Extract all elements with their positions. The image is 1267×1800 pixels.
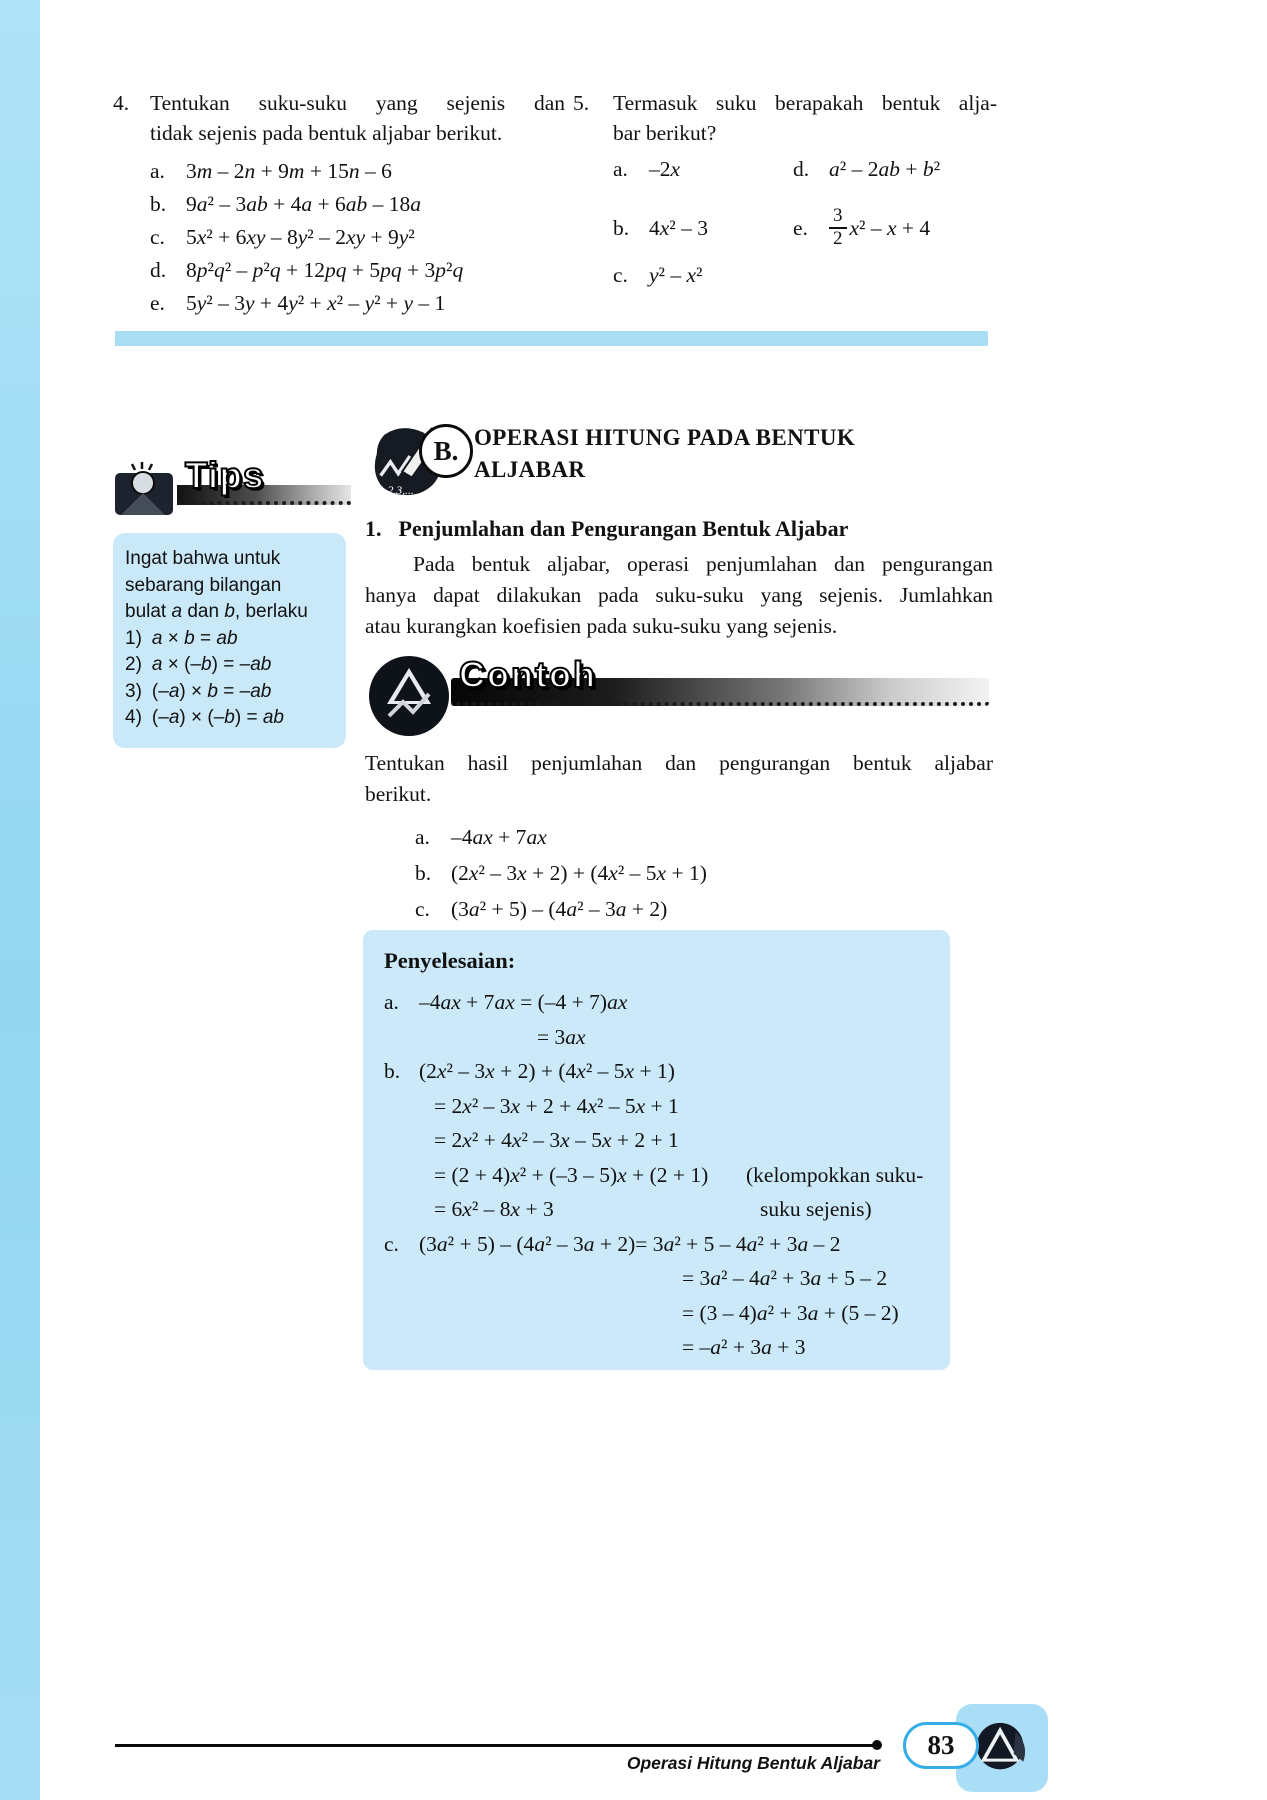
subsection-title: Penjumlahan dan Pengurangan Bentuk Aljabar (398, 516, 849, 541)
exercise-prompt (150, 88, 565, 148)
solution-line: = (3 – 4)a² + 3a + (5 – 2) (682, 1300, 899, 1325)
section-title-line: ALJABAR (474, 457, 586, 482)
tips-text-line: sebarang bilangan (125, 574, 282, 596)
paragraph-line: Pada bentuk aljabar, operasi penjumlahan dan pengurangan (413, 552, 993, 576)
emblem-graphic (970, 1717, 1034, 1779)
math-expression: (–a) × b = –ab (151, 680, 272, 702)
rule-number: 1) (125, 627, 142, 649)
exercise-5 (573, 88, 997, 287)
math-expression: a² – 2ab + b² (829, 157, 941, 181)
solution-line (434, 1158, 942, 1193)
item-label: a. (613, 157, 628, 181)
contoh-intro-line: berikut. (365, 782, 432, 806)
math-expression: a × (–b) = –ab (151, 654, 272, 675)
item-label: a. (384, 990, 399, 1014)
tips-rule (125, 679, 334, 706)
exercise-item (613, 200, 708, 256)
paragraph-line: atau kurangkan koefisien pada suku-suku yang sejenis. (365, 614, 838, 638)
solution-line (434, 1192, 942, 1227)
tips-rule (125, 626, 334, 653)
item-label: d. (793, 157, 810, 181)
page-number-badge (903, 1722, 979, 1769)
fraction-denominator: 2 (833, 228, 843, 249)
paragraph-line: hanya dapat dilakukan pada suku-suku yang sejenis. Jumlahkan (365, 583, 993, 607)
section-divider-bar (115, 331, 988, 346)
math-expression: 4x² – 3 (649, 216, 708, 240)
footer-caption: Operasi Hitung Bentuk Aljabar (626, 1753, 880, 1773)
subsection-heading (365, 516, 848, 542)
item-label: e. (150, 291, 165, 315)
tips-text: bulat (125, 601, 172, 622)
math-expression: 5y² – 3y + 4y² + x² – y² + y – 1 (186, 291, 446, 315)
tips-box (113, 533, 346, 748)
section-b-header (363, 410, 995, 506)
icon-caption: 1,2,3,... (378, 484, 414, 498)
exercise-item (793, 200, 930, 256)
fraction-numerator: 3 (829, 206, 847, 229)
section-title-line: OPERASI HITUNG PADA BENTUK (474, 425, 856, 450)
tips-text: dan (182, 601, 225, 622)
prompt-line: Tentukan suku-suku yang sejenis dan (150, 91, 565, 115)
exercise-number: 5. (573, 91, 590, 115)
exercise-item (793, 154, 940, 184)
item-label: c. (150, 225, 165, 249)
contoh-item (415, 819, 993, 855)
solution-line: = 3ax (537, 1024, 586, 1049)
math-expression: (2x² – 3x + 2) + (4x² – 5x + 1) (451, 861, 707, 885)
contoh-item (415, 891, 993, 927)
exercise-row (613, 200, 931, 256)
prompt-line: tidak sejenis pada bentuk aljabar berikut. (150, 121, 503, 145)
tips-text: , berlaku (234, 601, 308, 622)
solution-note: suku sejenis) (760, 1197, 872, 1221)
section-paragraph (365, 549, 993, 642)
solution-box (363, 930, 950, 1370)
tips-text-line: Ingat bahwa untuk (125, 548, 281, 569)
math-expression: –2x (649, 157, 681, 181)
math-expression: x² – x + 4 (849, 216, 931, 240)
math-expression: (3a² + 5) – (4a² – 3a + 2) (451, 897, 668, 921)
math-expression: a × b = ab (151, 627, 238, 649)
tips-title: Tips (185, 455, 265, 496)
exercise-prompt (613, 88, 997, 148)
variable: b (224, 601, 235, 622)
prompt-line: Termasuk suku berapakah bentuk alja- (613, 91, 997, 115)
solution-title: Penyelesaian: (384, 948, 516, 973)
section-b-title (474, 422, 855, 486)
solution-line: = 3a² – 4a² + 3a + 5 – 2 (682, 1266, 888, 1290)
prompt-line: bar berikut? (613, 121, 717, 145)
item-label: b. (613, 216, 630, 240)
math-expression: 5x² + 6xy – 8y² – 2xy + 9y² (186, 225, 415, 249)
item-label: c. (384, 1231, 399, 1256)
solution-line: –4ax + 7ax = (–4 + 7)ax (419, 990, 628, 1014)
math-expression: = 6x² – 8x + 3 (434, 1197, 554, 1221)
item-label: d. (150, 258, 167, 282)
solution-note: (kelompokkan suku- (746, 1162, 924, 1187)
contoh-title: Contoh (459, 654, 597, 695)
item-label: a. (415, 825, 430, 849)
math-expression: y² – x² (649, 263, 703, 287)
item-label: e. (793, 216, 808, 240)
contoh-icon (367, 654, 451, 738)
item-label: b. (150, 192, 167, 216)
left-accent-strip (0, 0, 40, 1800)
contoh-item (415, 855, 993, 891)
exercise-item (150, 221, 565, 254)
tips-rule (125, 705, 334, 732)
contoh-intro-line: Tentukan hasil penjumlahan dan pengurangan bentuk aljabar (365, 751, 993, 775)
solution-line: = 2x² – 3x + 2 + 4x² – 5x + 1 (434, 1093, 679, 1118)
tips-text-line (125, 599, 334, 626)
item-label: c. (415, 897, 430, 921)
exercise-item (150, 155, 565, 188)
tips-rule (125, 652, 334, 679)
math-expression: 8p²q² – p²q + 12pq + 5pq + 3p²q (186, 258, 464, 282)
footer-dot (872, 1740, 882, 1750)
fraction (829, 206, 847, 249)
math-expression: = (2 + 4)x² + (–3 – 5)x + (2 + 1) (434, 1162, 709, 1187)
rule-number: 2) (125, 654, 142, 675)
page-number: 83 (927, 1730, 955, 1760)
solution-line: = 2x² + 4x² – 3x – 5x + 2 + 1 (434, 1128, 679, 1152)
exercise-item (613, 260, 703, 290)
solution-part-a (384, 985, 942, 1054)
math-expression: (–a) × (–b) = ab (151, 707, 284, 728)
exercise-4 (113, 88, 565, 320)
solution-line: = –a² + 3a + 3 (682, 1335, 806, 1359)
rule-number: 4) (125, 707, 142, 728)
exercise-row (613, 260, 703, 290)
math-expression: 3m – 2n + 9m + 15n – 6 (186, 159, 392, 183)
solution-line: (2x² – 3x + 2) + (4x² – 5x + 1) (419, 1059, 675, 1083)
tips-header (113, 455, 355, 519)
contoh-header (363, 652, 991, 740)
variable: a (171, 601, 183, 622)
exercise-item (613, 154, 680, 184)
exercise-item (150, 188, 565, 221)
item-label: b. (384, 1059, 401, 1083)
tips-icon (113, 461, 175, 517)
math-expression: 9a² – 3ab + 4a + 6ab – 18a (186, 192, 421, 216)
footer-rule (115, 1744, 875, 1747)
solution-part-c (384, 1227, 942, 1365)
exercise-row (613, 154, 941, 184)
item-label: c. (613, 263, 628, 287)
exercise-item (150, 287, 565, 320)
exercise-number: 4. (113, 91, 130, 115)
solution-part-b (384, 1054, 942, 1227)
item-label: a. (150, 159, 165, 183)
contoh-body (365, 748, 993, 927)
section-b-badge: B. (419, 424, 473, 478)
rule-number: 3) (125, 680, 142, 702)
solution-line: (3a² + 5) – (4a² – 3a + 2)= 3a² + 5 – 4a² + 3a – 2 (419, 1231, 841, 1256)
item-label: b. (415, 861, 432, 885)
math-expression: –4ax + 7ax (451, 825, 547, 849)
subsection-number: 1. (365, 516, 382, 541)
exercise-item (150, 254, 565, 287)
